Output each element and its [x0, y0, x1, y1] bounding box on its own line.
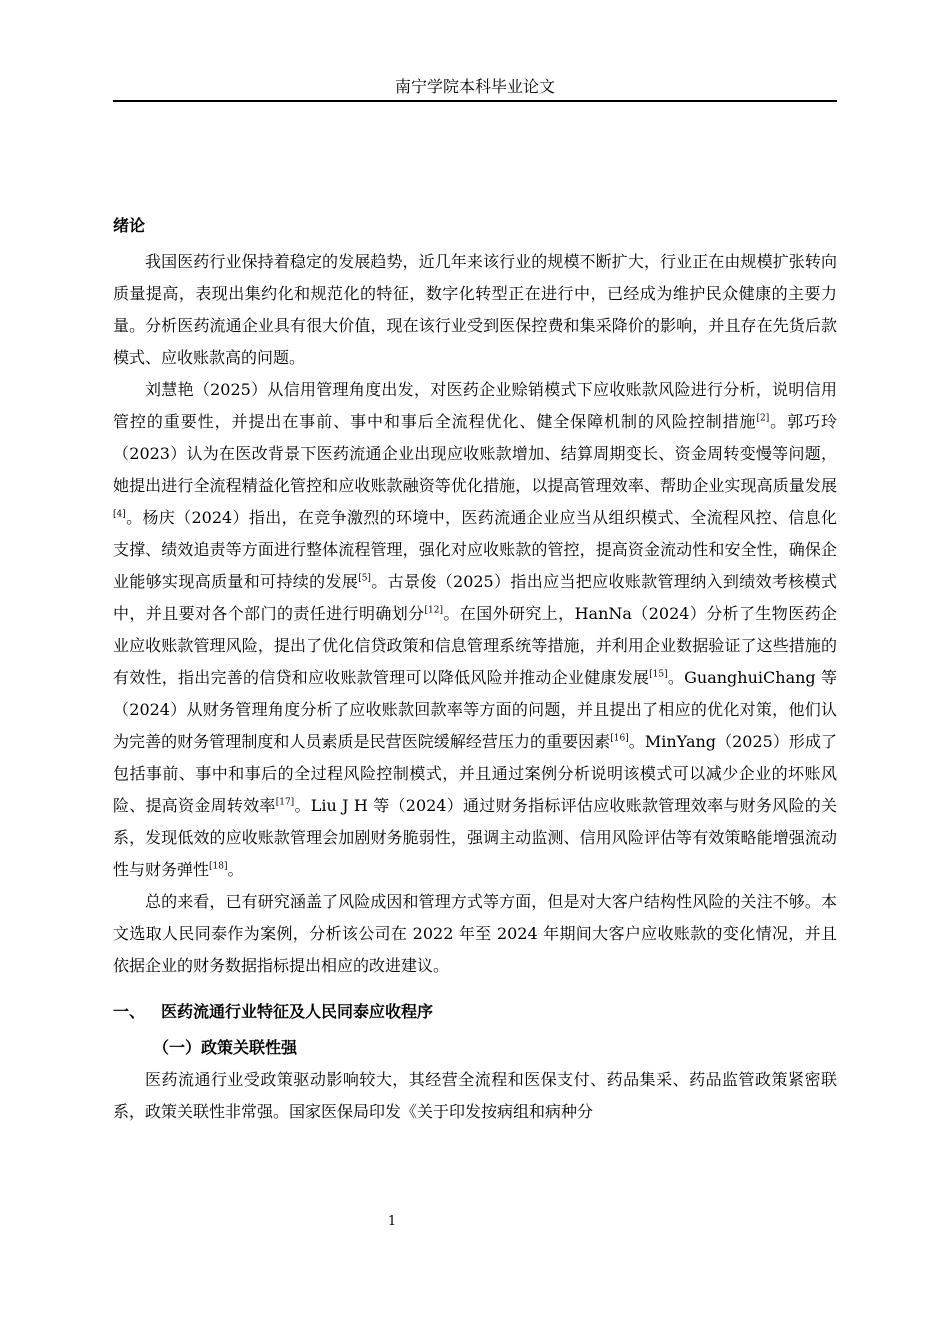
section-title: 医药流通行业特征及人民同泰应收程序 — [161, 1002, 434, 1021]
citation-ref: [17] — [275, 797, 295, 808]
citation-ref: [4] — [113, 509, 126, 520]
page-content — [113, 214, 837, 1128]
text-run: 。郭巧玲（2023）认为在医改背景下医药流通企业出现应收账款增加、结算周期变长、资金周转变慢等问题，她提出进行全流程精益化管控和应收账款融资等优化措施，以提高管理效率、帮助企业实现高质量发展 — [113, 412, 837, 495]
section-number: 一、 — [113, 1002, 146, 1021]
intro-paragraph-3: 总的来看，已有研究涵盖了风险成因和管理方式等方面，但是对大客户结构性风险的关注不够。本文选取人民同泰作为案例，分析该公司在 2022 年至 2024 年期间大客户应收账款的变化情况，并且依据企业的财务数据指标提出相应的改进建议。 — [113, 892, 837, 975]
intro-paragraph-2 — [113, 374, 837, 886]
page-number: 1 — [387, 1214, 397, 1229]
text-run: 。古景俊（2025）指出应当把应收账款管理纳入到绩效考核模式中，并且要对各个部门的责任进行明确划分 — [113, 572, 837, 623]
page-header-title: 南宁学院本科毕业论文 — [394, 77, 555, 96]
section-heading-1 — [113, 1000, 837, 1024]
text-run: 。GuanghuiChang 等（2024）从财务管理角度分析了应收账款回款率等方面的问题，并且提出了相应的优化对策，他们认为完善的财务管理制度和人员素质是民营医院缓解经营压力的重要因素 — [113, 668, 837, 751]
text-run: 。在国外研究上，HanNa（2024）分析了生物医药企业应收账款管理风险，提出了优化信贷政策和信息管理系统等措施，并利用企业数据验证了这些措施的有效性，指出完善的信贷和应收账款管理可以降低风险并推动企业健康发展 — [113, 604, 837, 687]
subsection-paragraph-1: 医药流通行业受政策驱动影响较大，其经营全流程和医保支付、药品集采、药品监管政策紧密联系，政策关联性非常强。国家医保局印发《关于印发按病组和病种分 — [113, 1070, 837, 1121]
text-run: 。 — [227, 860, 244, 879]
text-run: 刘慧艳（2025）从信用管理角度出发，对医药企业赊销模式下应收账款风险进行分析，说明信用管控的重要性，并提出在事前、事中和事后全流程优化、健全保障机制的风险控制措施 — [113, 380, 837, 431]
citation-ref: [15] — [649, 669, 668, 680]
citation-ref: [16] — [610, 733, 629, 744]
section-heading-intro: 绪论 — [113, 216, 146, 235]
text-run: 。MinYang（2025）形成了包括事前、事中和事后的全过程风险控制模式，并且通过案例分析说明该模式可以减少企业的坏账风险、提高资金周转效率 — [113, 732, 837, 815]
citation-ref: [5] — [358, 573, 371, 584]
citation-ref: [2] — [756, 413, 770, 424]
subsection-heading-1: （一）政策关联性强 — [153, 1038, 298, 1057]
intro-paragraph-1: 我国医药行业保持着稳定的发展趋势，近几年来该行业的规模不断扩大，行业正在由规模扩张转向质量提高，表现出集约化和规范化的特征，数字化转型正在进行中，已经成为维护民众健康的主要力量。分析医药流通企业具有很大价值，现在该行业受到医保控费和集采降价的影响，并且存在先货后款模式、应收账款高的问题。 — [113, 252, 837, 367]
text-run: 。Liu J H 等（2024）通过财务指标评估应收账款管理效率与财务风险的关系，发现低效的应收账款管理会加剧财务脆弱性，强调主动监测、信用风险评估等有效策略能增强流动性与财务弹性 — [113, 796, 837, 879]
header-divider — [113, 100, 837, 102]
text-run: 。杨庆（2024）指出，在竞争激烈的环境中，医药流通企业应当从组织模式、全流程风控、信息化支撑、绩效追责等方面进行整体流程管理，强化对应收账款的管控，提高资金流动性和安全性，确保企业能够实现高质量和可持续的发展 — [113, 508, 837, 591]
citation-ref: [12] — [424, 605, 444, 616]
citation-ref: [18] — [209, 861, 228, 872]
